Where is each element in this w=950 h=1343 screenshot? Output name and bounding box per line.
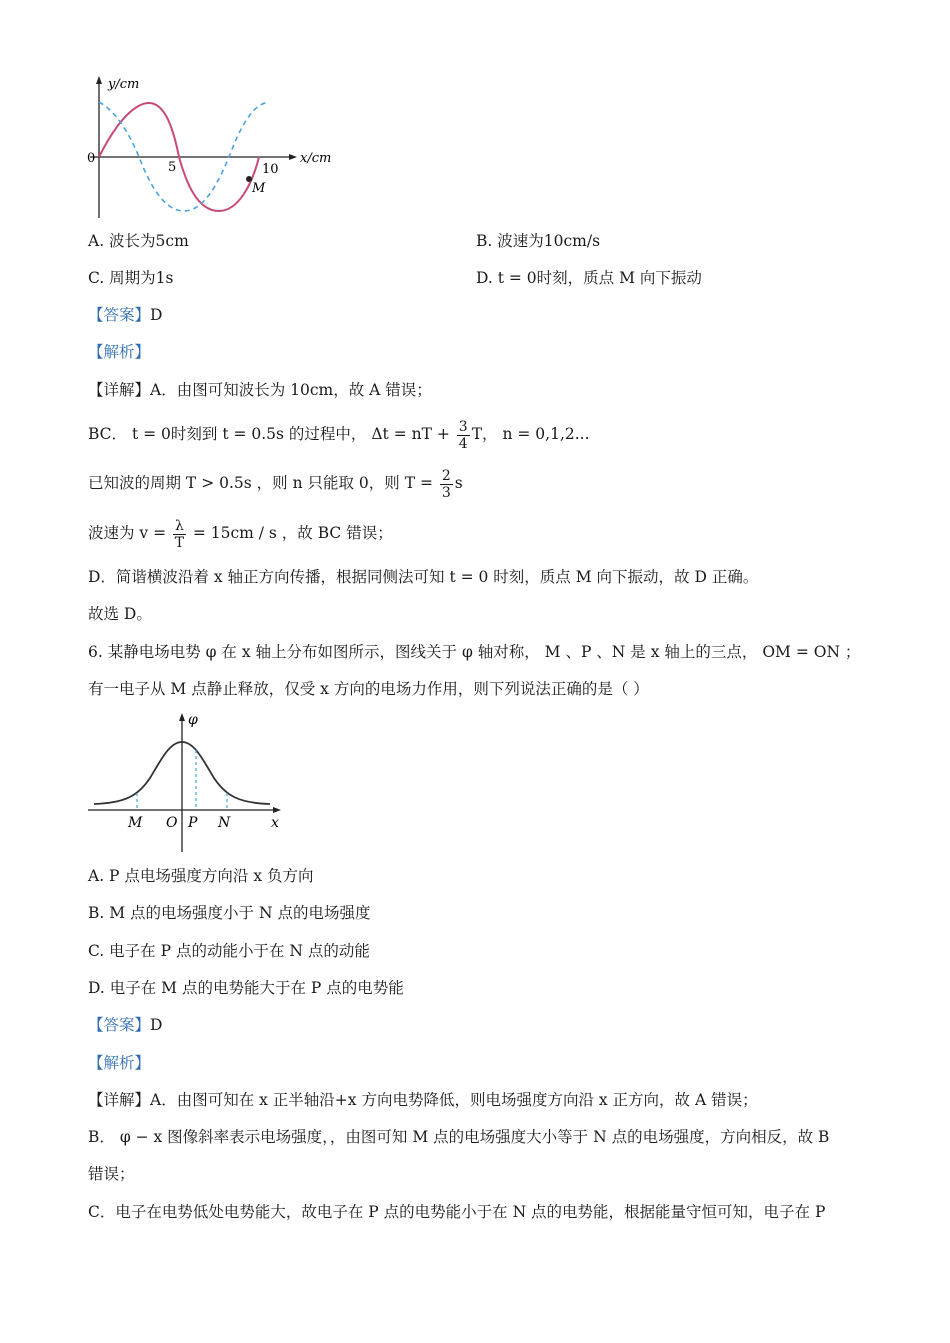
q5-speed-post: = 15cm / s ，故 BC 错误； (187, 524, 393, 542)
q5-bc-post: T， n = 0,1,2... (471, 425, 590, 443)
tick-label-5: 5 (168, 160, 177, 175)
potential-figure (80, 706, 300, 856)
q6-answer (88, 1014, 162, 1036)
q5-bc-frac-den: 4 (458, 435, 468, 452)
q6-stem-line-2: 有一电子从 M 点静止释放，仅受 x 方向的电场力作用，则下列说法正确的是（ ） (88, 680, 649, 698)
q5-detail-d: D．简谐横波沿着 x 轴正方向传播，根据同侧法可知 t = 0 时刻，质点 M 向下振动，故 D 正确。 (88, 568, 759, 586)
q5-speed-frac-den: T (174, 534, 185, 551)
q5-period-frac-den: 3 (441, 484, 451, 501)
q5-speed-pre: 波速为 v = (88, 524, 172, 542)
origin-label: 0 (87, 151, 96, 166)
label-n: N (218, 815, 231, 831)
q5-option-b: B. 波速为10cm/s (476, 232, 601, 250)
label-m: M (128, 815, 143, 831)
q5-bc-frac-num: 3 (458, 418, 468, 435)
x-label: x (271, 815, 279, 831)
q6-answer-tag: 【答案】 (88, 1016, 151, 1034)
q5-bc-fraction (457, 419, 470, 452)
label-p: P (188, 815, 198, 831)
q5-period-pre: 已知波的周期 T > 0.5s ，则 n 只能取 0，则 T = (88, 474, 438, 492)
q5-detail-tag: 【详解】 (88, 381, 151, 399)
q5-detail-bc (88, 416, 590, 452)
q6-detail-tag: 【详解】 (88, 1091, 151, 1109)
q5-conclusion: 故选 D。 (88, 605, 152, 623)
label-o: O (166, 815, 178, 831)
q6-option-c: C. 电子在 P 点的动能小于在 N 点的动能 (88, 942, 370, 960)
q5-option-a: A. 波长为5cm (88, 232, 189, 250)
q5-detail-a (88, 379, 432, 401)
q5-detail-a-text: A．由图可知波长为 10cm，故 A 错误； (150, 381, 432, 399)
q6-option-b: B. M 点的电场强度小于 N 点的电场强度 (88, 904, 371, 922)
x-axis-arrow (289, 154, 297, 160)
y-axis-arrow (96, 76, 102, 84)
q5-option-d: D. t = 0时刻，质点 M 向下振动 (476, 269, 702, 287)
q5-speed-fraction (173, 518, 186, 551)
q5-speed-frac-num: λ (175, 517, 184, 534)
q5-option-c: C. 周期为1s (88, 269, 174, 287)
wave-figure (80, 70, 350, 225)
q6-analysis-heading (88, 1052, 150, 1074)
y-axis-label: y/cm (108, 77, 140, 92)
q6-option-d: D. 电子在 M 点的电势能大于在 P 点的电势能 (88, 979, 404, 997)
q5-period-frac-num: 2 (441, 467, 451, 484)
x-axis-arrow (273, 807, 281, 813)
q5-bc-pre: BC． t = 0时刻到 t = 0.5s 的过程中， Δt = nT + (88, 425, 455, 443)
q6-detail-a (88, 1089, 758, 1111)
tick-label-10: 10 (262, 162, 279, 177)
q5-analysis-heading (88, 341, 150, 363)
q5-answer-value: D (150, 306, 163, 324)
q5-period-post: s (454, 474, 463, 492)
phi-label: φ (188, 712, 198, 728)
q5-answer (88, 304, 162, 326)
x-axis-label: x/cm (300, 151, 332, 166)
point-m-label: M (252, 181, 266, 196)
q6-detail-c: C．电子在电势低处电势能大，故电子在 P 点的电势能小于在 N 点的电势能，根据能量守恒可知，电子在 P (88, 1203, 826, 1221)
q6-detail-a-text: A．由图可知在 x 正半轴沿+x 方向电势降低，则电场强度方向沿 x 正方向，故 A 错误； (150, 1091, 758, 1109)
q6-detail-b-line-2: 错误； (88, 1165, 135, 1183)
q5-detail-period (88, 465, 463, 501)
q6-analysis-tag: 【解析】 (88, 1054, 151, 1072)
q5-period-fraction (440, 468, 453, 501)
phi-axis-arrow (179, 713, 185, 721)
q6-detail-b-line-1: B． φ − x 图像斜率表示电场强度，，由图可知 M 点的电场强度大小等于 N 点的电场强度，方向相反，故 B (88, 1128, 830, 1146)
q6-answer-value: D (150, 1016, 163, 1034)
q6-stem-line-1: 6. 某静电场电势 φ 在 x 轴上分布如图所示，图线关于 φ 轴对称， M 、P 、N 是 x 轴上的三点， OM = ON ； (88, 643, 861, 661)
q5-analysis-tag: 【解析】 (88, 343, 151, 361)
q5-detail-speed (88, 515, 393, 551)
q6-option-a: A. P 点电场强度方向沿 x 负方向 (88, 867, 314, 885)
q5-answer-tag: 【答案】 (88, 306, 151, 324)
